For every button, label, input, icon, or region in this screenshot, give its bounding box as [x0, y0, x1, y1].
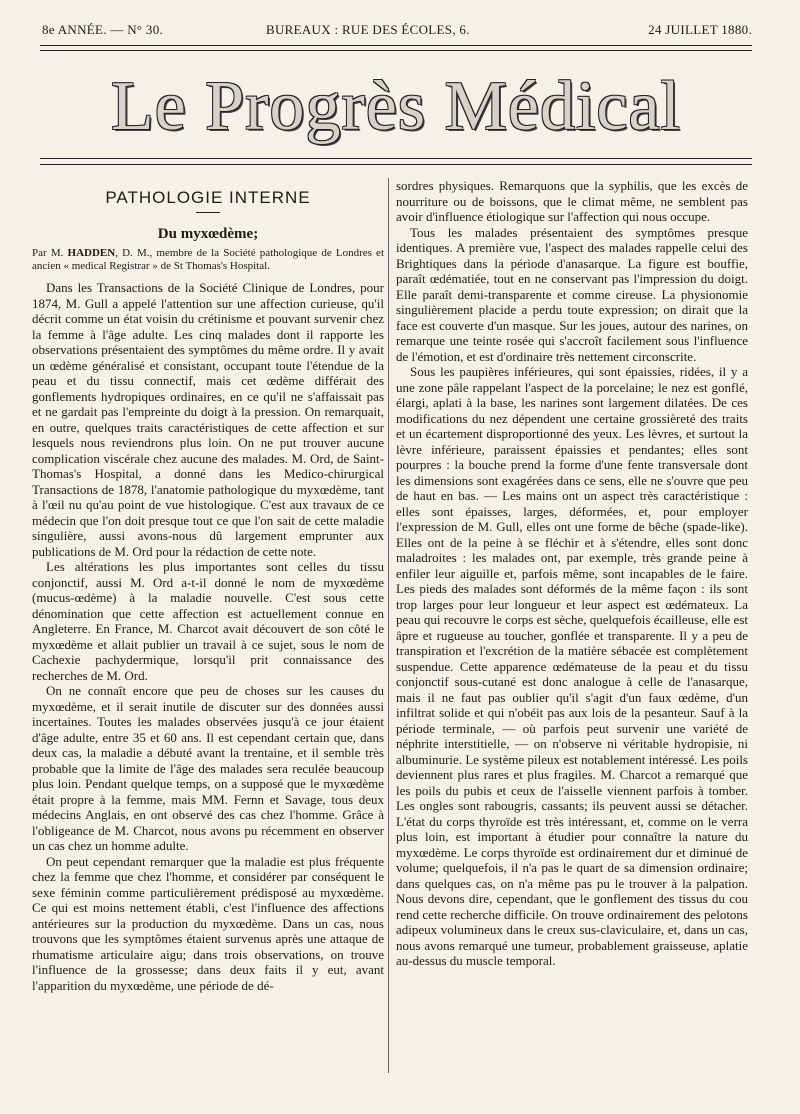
masthead-title: Le Progrès Médical [110, 68, 682, 145]
right-column [396, 178, 748, 1078]
header-rule-bottom [40, 50, 752, 51]
paragraph: Les altérations les plus importantes sont celles du tissu conjonctif, aussi M. Ord a-t-il donné le nom de myxœdème (mucus-œdème) à la maladie nouvelle. C'est sous cette dénomination que cette affection est actuellement connue en Angleterre. En France, M. Charcot avait découvert de son côté le myxœdème et allait publier un travail à ce sujet, sous le nom de Cachexie pachydermique, lorsqu'il prit connaissance des recherches de M. Ord. [32, 559, 384, 683]
issue-date: 24 JUILLET 1880. [648, 22, 752, 37]
issue-header [42, 19, 752, 43]
paragraph: sordres physiques. Remarquons que la syphilis, que les excès de nourriture ou de boissons, que le climat même, ne semblent pas avoir d'influence étiologique sur l'affection qui nous occupe. [396, 178, 748, 224]
article-title: Du myxœdème; [157, 225, 259, 242]
issue-number: 8e ANNÉE. — N° 30. [42, 22, 164, 37]
section-title: PATHOLOGIE INTERNE [105, 188, 311, 207]
byline-author: HADDEN [67, 247, 116, 259]
header-rule-top [40, 45, 752, 46]
article-byline [32, 247, 384, 273]
section-dash [196, 212, 220, 213]
byline-prefix: Par M. [32, 247, 64, 259]
paragraph: On peut cependant remarquer que la maladie est plus fréquente chez la femme que chez l'homme, et considérer par conséquent le sexe féminin comme particulièrement prédisposé au myxœdème. Ce qui est moins nettement établi, c'est l'influence des affections antérieures sur la production du myxœdème. Dans un cas, nous trouvons que les symptômes étaient survenus après une attaque de rhumatisme articulaire aigu; dans trois observations, on trouve l'influence de la grossesse; dans deux faits il y eut, avant l'apparition du myxœdème, une période de dé- [32, 853, 384, 993]
paragraph: Dans les Transactions de la Société Clinique de Londres, pour 1874, M. Gull a appelé l'attention sur une affection curieuse, qu'il décrit comme un état voisin du crétinisme et pouvant survenir chez la femme à l'âge adulte. Les cinq malades dont il rapporte les observations présentaient des symptômes du même ordre. Il y avait un œdème généralisé et consistant, occupant toute l'étendue de la peau et du tissu connectif, mais cet œdème différait des gonflements hydropiques ordinaires, en ce qu'il ne s'affaissait pas et ne gardait pas l'empreinte du doigt à la pression. On remarquait, en outre, quelques traits caractéristiques de cette affection et sur lesquels nous reviendrons plus loin. On ne put trouver aucune complication viscérale chez aucune des malades. M. Ord, de Saint-Thomas's Hospital, a donné dans les Medico-chirurgical Transactions de 1878, l'anatomie pathologique du myxœdème, tant à l'œil nu qu'au point de vue histologique. C'est aux travaux de ce médecin que l'on doit presque tout ce que l'on sait de cette maladie singulière, aussi avons-nous dû largement emprunter aux publications de M. Ord pour la rédaction de cette note. [32, 280, 384, 559]
column-divider [388, 178, 389, 1073]
office-address: BUREAUX : RUE DES ÉCOLES, 6. [266, 22, 470, 37]
paragraph: Sous les paupières inférieures, qui sont épaissies, ridées, il y a une zone pâle rappelant l'aspect de la porcelaine; le nez est gonflé, élargi, aplati à la base, les narines sont largement dilatées. De ces modifications du nez dépendent une certaine grossièreté des traits et un écartement disproportionné des yeux. Les lèvres, et surtout la lèvre inférieure, paraissent épaissies et pendantes; elles sont pourpres : la bouche prend la forme d'une fente transversale dont les dimensions sont exagérées dans ce sens, elle ne s'ouvre que peu de haut en bas. — Les mains ont un aspect très caractéristique : elles sont épaisses, larges, déformées, et, pour employer l'expression de M. Gull, elles ont une forme de bêche (spade-like). Elles ont de la peine à se fléchir et à s'étendre, elles sont donc maladroites : les malades ont, par exemple, très grande peine à enfiler leur aiguille et, parfois même, sont incapables de le faire. Les pieds des malades sont déformés de la même façon : ils sont trop larges pour leur longueur et leur aspect est œdémateux. La peau qui recouvre le corps est sèche, quelquefois écailleuse, elle est âpre et rugueuse au toucher, gonflée et transparente. Il y a peu de transpiration et l'excrétion de la matière sébacée est complètement suspendue. Cette apparence œdémateuse de la peau et du tissu conjonctif sous-cutané est donc analogue à celle de l'anasarque, mais il ne faut pas oublier qu'il s'agit d'un faux œdème, d'un infiltrat solide et qui n'obéit pas aux lois de la pesanteur. Sauf à la période terminale, — où parfois peut survenir une variété de néphrite interstitielle, — on n'observe ni véritable hydropisie, ni albuminurie. Le système pileux est notablement intéressé. Les poils deviennent plus rares et plus fragiles. M. Charcot a remarqué que les poils du pubis et ceux de l'aisselle viennent parfois à tomber. Les ongles sont rabougris, cassants; ils peuvent aussi se détacher. L'état du corps thyroïde est très intéressant, et, comme on le verra plus loin, est important à étudier pour connaître la nature du myxœdème. Le corps thyroïde est ordinairement dur et diminué de volume; quelquefois, il n'a pas le quart de sa dimension ordinaire; dans quelques cas, on n'a même pas pu le trouver à la palpation. Nous devons dire, cependant, que le gonflement des tissus du cou rend cette recherche difficile. On trouve ordinairement des pelotons adipeux volumineux dans le creux sus-claviculaire, et, dans un cas, nous avons remarqué une tumeur, probablement graisseuse, aplatie au-dessus du muscle temporal. [396, 364, 748, 968]
byline-rest: , D. M., membre de la Société pathologique de Londres et ancien « medical Registrar » de St Thomas's Hospital. [32, 247, 384, 272]
masthead-rule-top [40, 158, 752, 159]
masthead-rule-bottom [40, 164, 752, 165]
left-column [32, 178, 384, 1078]
paragraph: Tous les malades présentaient des symptômes presque identiques. A première vue, l'aspect des malades rappelle celui des Brightiques dans la période d'anasarque. La figure est bouffie, paraît œdématiée, tout en ne conservant pas l'impression du doigt. Elle paraît demi-transparente et comme cireuse. La physionomie singulièrement placide a perdu toute expression; on dirait que la face est couverte d'un masque. Sur les joues, autour des narines, on remarque une teinte rosée qui s'accroît facilement sous l'influence de l'émotion, et est d'ordinaire très nettement circonscrite. [396, 224, 748, 364]
paragraph: On ne connaît encore que peu de choses sur les causes du myxœdème, et il serait inutile de discuter sur des données aussi incertaines. Toutes les malades observées jusqu'à ce jour étaient d'âge adulte, entre 35 et 60 ans. Il est cependant certain que, dans deux cas, la maladie a débuté avant la trentaine, et il semble très probable que la limite de l'âge des malades sera reculée beaucoup plus loin. Pendant quelque temps, on a supposé que le myxœdème était propre à la femme, mais MM. Fernn et Savage, tous deux médecins Anglais, en ont observé des cas chez l'homme. Grâce à l'obligeance de M. Charcot, nous avons pu récemment en observer un cas chez un homme adulte. [32, 683, 384, 853]
